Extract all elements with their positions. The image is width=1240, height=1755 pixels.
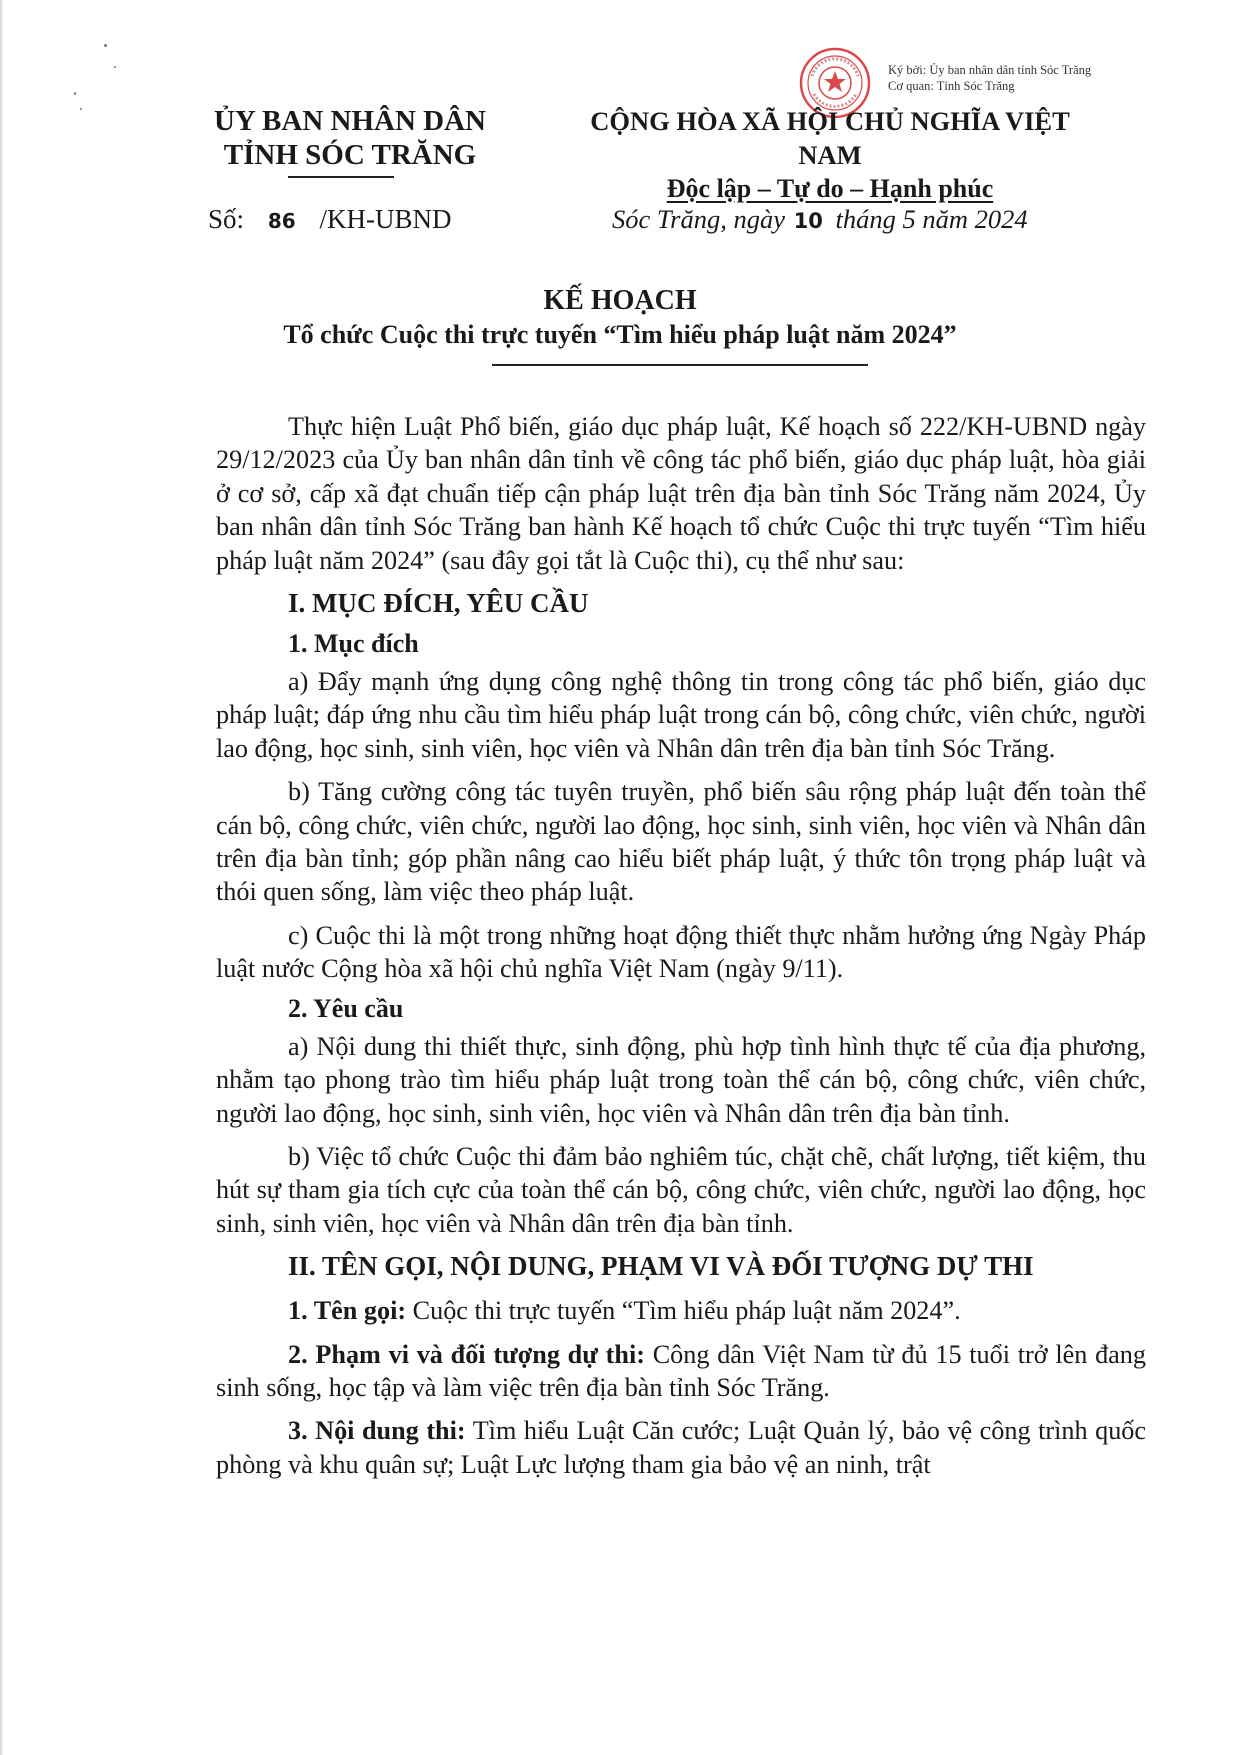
purpose-a-paragraph: a) Đẩy mạnh ứng dụng công nghệ thông tin trong công tác phổ biến, giáo dục pháp luật; đáp ứng nhu cầu tìm hiểu pháp luật trong cán bộ, công chức, viên chức, người lao động, học sinh, sinh viên, học viên và Nhân dân trên địa bàn tỉnh Sóc Trăng. — [216, 667, 1146, 763]
number-prefix: Số: — [208, 204, 245, 234]
title-sub: Tổ chức Cuộc thi trực tuyến “Tìm hiểu pháp luật năm 2024” — [283, 320, 957, 349]
title-main: KẾ HOẠCH — [543, 285, 697, 316]
content-paragraph — [216, 1414, 1146, 1481]
name-text: Cuộc thi trực tuyến “Tìm hiểu pháp luật năm 2024”. — [412, 1296, 961, 1326]
signature-signed-by: Ký bởi: Ủy ban nhân dân tỉnh Sóc Trăng — [888, 63, 1092, 77]
purpose-b-paragraph: b) Tăng cường công tác tuyên truyền, phổ biến sâu rộng pháp luật đến toàn thể cán bộ, công chức, viên chức, người lao động, học sinh, sinh viên, học viên và Nhân dân trên địa bàn tỉnh; góp phần nâng cao hiểu biết pháp luật, ý thức tôn trọng pháp luật và thói quen sống, làm việc theo pháp luật. — [216, 777, 1146, 907]
digital-signature-info — [888, 62, 1091, 94]
document-number — [208, 204, 452, 235]
issue-date — [612, 204, 1028, 235]
content-text: Tìm hiểu Luật Căn cước; Luật Quản lý, bảo vệ công trình quốc phòng và khu quân sự; Luật Lực lượng tham gia bảo vệ an ninh, trật — [216, 1416, 1147, 1479]
purpose-c-paragraph: c) Cuộc thi là một trong những hoạt động thiết thực nhằm hưởng ứng Ngày Pháp luật nước Cộng hòa xã hội chủ nghĩa Việt Nam (ngày 9/11). — [216, 920, 1146, 984]
document-body — [216, 410, 1146, 1481]
content-label: 3. Nội dung thi: — [288, 1416, 466, 1446]
nation-name: CỘNG HÒA XÃ HỘI CHỦ NGHĨA VIỆT NAM — [590, 106, 1070, 170]
date-prefix: Sóc Trăng, ngày — [612, 204, 785, 234]
org-line-1: ỦY BAN NHÂN DÂN — [213, 105, 486, 137]
scope-label: 2. Phạm vi và đối tượng dự thi: — [288, 1339, 645, 1369]
signature-agency: Cơ quan: Tỉnh Sóc Trăng — [888, 79, 1015, 93]
subsection-purpose-heading: 1. Mục đích — [288, 629, 419, 659]
number-value: 86 — [267, 209, 296, 233]
org-underline-divider — [288, 176, 394, 178]
national-motto: Độc lập – Tự do – Hạnh phúc — [666, 174, 994, 203]
org-line-2: TỈNH SÓC TRĂNG — [223, 139, 477, 171]
section-1-heading: I. MỤC ĐÍCH, YÊU CẦU — [288, 588, 589, 619]
issuing-organization — [180, 104, 520, 172]
title-underline-divider — [492, 364, 868, 366]
date-suffix: tháng 5 năm 2024 — [835, 204, 1028, 234]
requirement-a-paragraph: a) Nội dung thi thiết thực, sinh động, phù hợp tình hình thực tế của địa phương, nhằm tạo phong trào tìm hiểu pháp luật trong toàn thể cán bộ, công chức, viên chức, người lao động, học sinh, sinh viên, học viên và Nhân dân trên địa bàn tỉnh. — [216, 1031, 1146, 1128]
document-title — [170, 284, 1070, 352]
scope-text: Công dân Việt Nam từ đủ 15 tuổi trở lên đang sinh sống, học tập và làm việc trên địa bàn tỉnh Sóc Trăng. — [216, 1339, 1146, 1402]
national-heading — [560, 104, 1100, 206]
scope-paragraph — [216, 1338, 1146, 1405]
scan-edge-shadow — [0, 0, 4, 1755]
name-paragraph — [216, 1294, 1146, 1327]
section-2-heading: II. TÊN GỌI, NỘI DUNG, PHẠM VI VÀ ĐỐI TƯỢNG DỰ THI — [288, 1251, 1034, 1282]
number-suffix: /KH-UBND — [319, 204, 452, 234]
date-day: 10 — [793, 209, 823, 233]
requirement-b-paragraph: b) Việc tổ chức Cuộc thi đảm bảo nghiêm túc, chặt chẽ, chất lượng, tiết kiệm, thu hút sự tham gia tích cực của toàn thể cán bộ, công chức, viên chức, người lao động, học sinh, sinh viên, học viên và Nhân dân trên địa bàn tỉnh. — [216, 1141, 1146, 1238]
name-label: 1. Tên gọi: — [288, 1296, 407, 1326]
intro-paragraph: Thực hiện Luật Phổ biến, giáo dục pháp luật, Kế hoạch số 222/KH-UBND ngày 29/12/2023 của Ủy ban nhân dân tỉnh về công tác phổ biến, giáo dục pháp luật, hòa giải ở cơ sở, cấp xã đạt chuẩn tiếp cận pháp luật trên địa bàn tỉnh Sóc Trăng năm 2024, Ủy ban nhân dân tỉnh Sóc Trăng ban hành Kế hoạch tổ chức Cuộc thi trực tuyến “Tìm hiểu pháp luật năm 2024” (sau đây gọi tắt là Cuộc thi), cụ thể như sau: — [216, 412, 1146, 575]
subsection-requirements-heading: 2. Yêu cầu — [288, 993, 404, 1023]
